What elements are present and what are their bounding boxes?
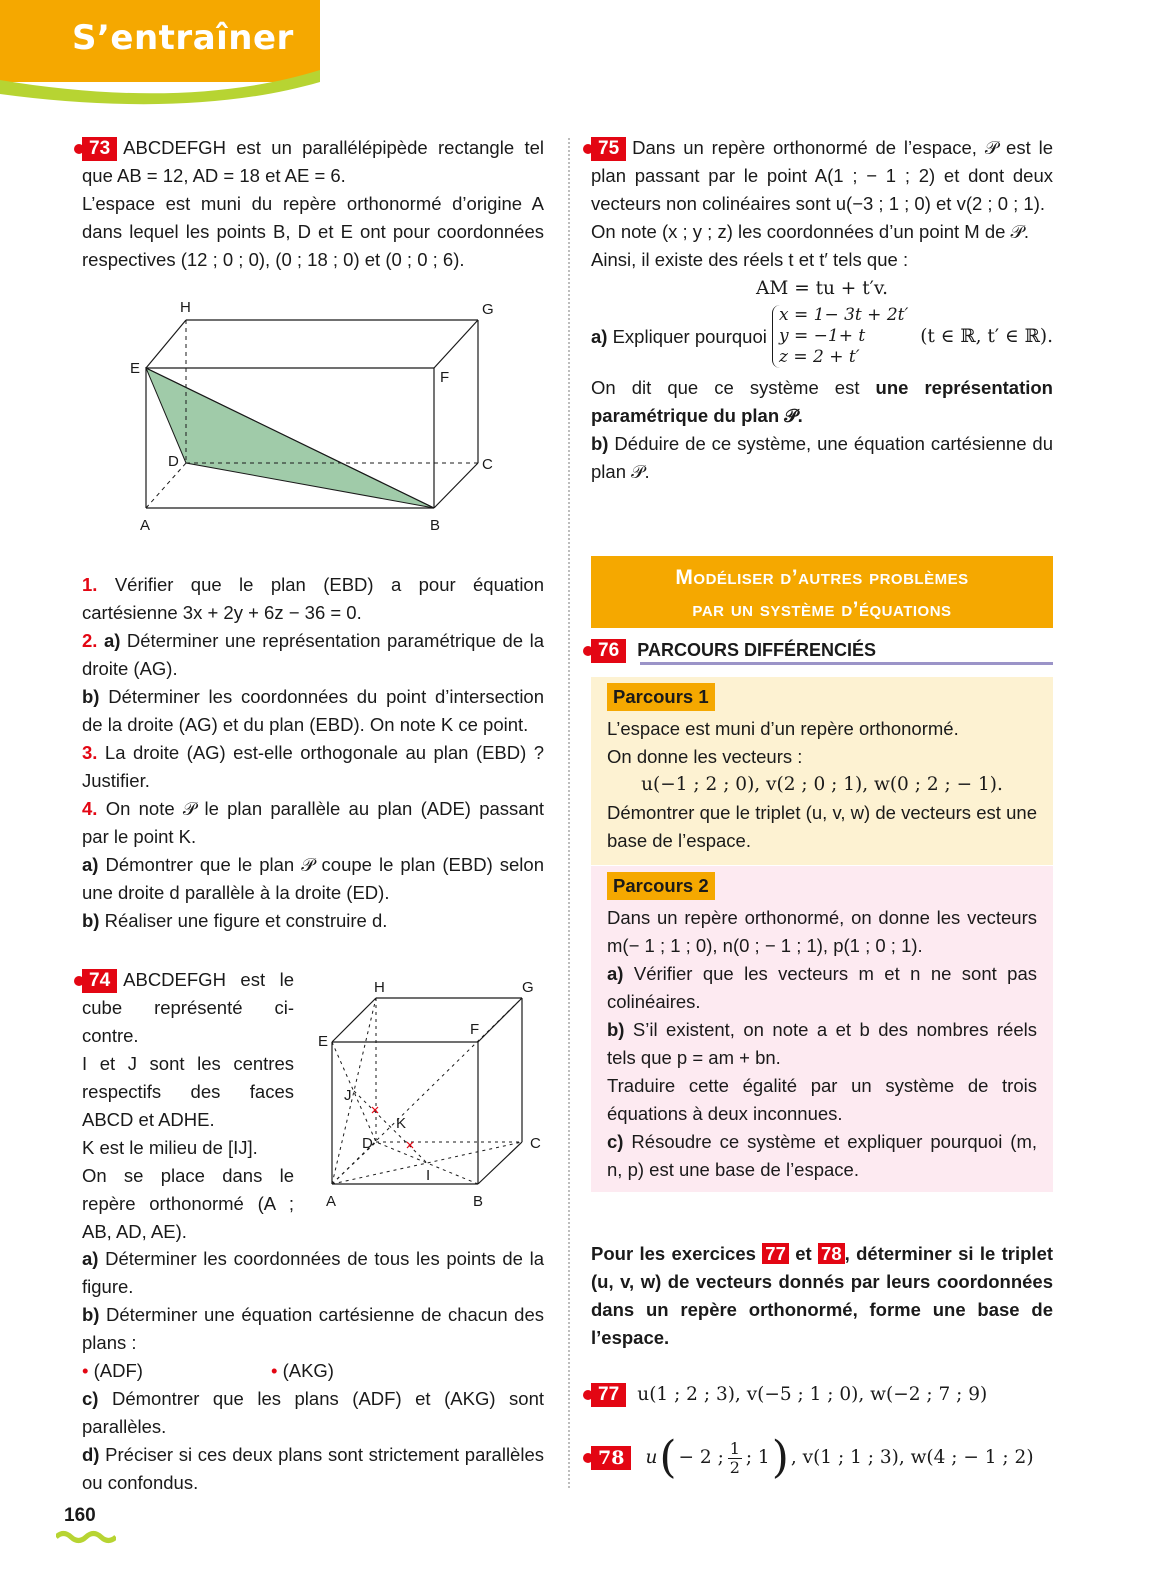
parcours-1-line1: L’espace est muni d’un repère orthonormé. <box>607 718 959 739</box>
ex76-underline <box>640 662 1053 665</box>
ex74-line3: K est le milieu de [IJ]. <box>82 1137 258 1158</box>
left-column <box>82 134 544 274</box>
ex77-number: 77 <box>591 1383 626 1407</box>
ex74-label-d: D <box>362 1135 373 1152</box>
ex73-label-h: H <box>180 299 191 316</box>
ex73-q2b: b) Déterminer les coordonnées du point d’intersection de la droite (AG) et du plan (EBD). On note K ce point. <box>82 686 545 735</box>
ex74-label-i: I <box>426 1167 431 1184</box>
ex74-label-k: K <box>396 1115 407 1132</box>
parcours-2-line2: Traduire cette égalité par un système de trois équations à deux inconnues. <box>607 1075 1037 1124</box>
ex73-intro: 73 ABCDEFGH est un parallélépipède rectangle tel que AB = 12, AD = 18 et AE = 6. <box>82 137 544 186</box>
ex75 <box>591 134 1053 486</box>
ex74-figure <box>312 976 552 1212</box>
ex74-label-g: G <box>522 979 534 996</box>
ex73-label-b: B <box>430 517 441 534</box>
ex74-label-a: A <box>326 1193 337 1210</box>
ex74-label-b: B <box>473 1193 484 1210</box>
ex75-line3: Ainsi, il existe des réels t et t′ tels que : <box>591 249 909 270</box>
parcours-1-vectors: u(−1 ; 2 ; 0), v(2 ; 0 ; 1), w(0 ; 2 ; − 1). <box>641 774 1003 795</box>
ex74-line4: On se place dans le repère orthonormé (A ; AB, AD, AE). <box>82 1165 294 1242</box>
ex75-number: 75 <box>591 137 626 161</box>
parcours-2-line1: Dans un repère orthonormé, on donne les vecteurs m(− 1 ; 1 ; 0), n(0 ; − 1 ; 1), p(1 ; 0 ; 1). <box>607 907 1037 956</box>
ex73-label-c: C <box>482 456 493 473</box>
parcours-2-qa: a) Vérifier que les vecteurs m et n ne sont pas colinéaires. <box>607 963 1037 1012</box>
parcours-1-box <box>591 677 1053 865</box>
parcours-2-box <box>591 866 1053 1192</box>
ex74-label-h: H <box>374 979 385 996</box>
ex75-equation: AM = tu + t′v. <box>756 278 888 299</box>
ex73-q3: 3. La droite (AG) est-elle orthogonale au plan (EBD) ? Justifier. <box>82 742 545 791</box>
ex76-number: 76 <box>591 639 626 663</box>
ex73-q4b: b) Réaliser une figure et construire d. <box>82 910 388 931</box>
ex78-number: 78 <box>591 1446 631 1470</box>
parcours-1-line2: On donne les vecteurs : <box>607 746 803 767</box>
ex73-intro2: L’espace est muni du repère orthonormé d’origine A dans lequel les points B, D et E ont pour coordonnées respectives (12 ; 0 ; 0), (0 ; 18 ; 0) et (0 ; 0 ; 6). <box>82 193 544 270</box>
ex74-qa: a) Déterminer les coordonnées de tous les points de la figure. <box>82 1248 544 1297</box>
page-number: 160 <box>64 1505 96 1526</box>
ex74-number: 74 <box>82 969 117 993</box>
ex78: 78 u ( − 2 ; 1 2 ; 1 ) , v(1 ; 1 ; 3), w(4 ; − 1 ; 2) <box>591 1436 1053 1480</box>
ex75-line4: On dit que ce système est une représentation paramétrique du plan 𝒫. <box>591 377 1053 426</box>
ex74-qc: c) Démontrer que les plans (ADF) et (AKG) sont parallèles. <box>82 1388 545 1437</box>
ex75-qb: b) Déduire de ce système, une équation cartésienne du plan 𝒫. <box>591 433 1053 482</box>
ex74-line1: 74 ABCDEFGH est le cube représenté ci-contre. <box>82 969 294 1046</box>
ex73-figure <box>128 296 508 536</box>
ex74-line2: I et J sont les centres respectifs des faces ABCD et ADHE. <box>82 1053 294 1130</box>
ex73-label-f: F <box>440 369 450 386</box>
ex77-vectors: u(1 ; 2 ; 3), v(−5 ; 1 ; 0), w(−2 ; 7 ; 9) <box>637 1384 988 1405</box>
ex73-q2a: 2. a) Déterminer une représentation paramétrique de la droite (AG). <box>82 630 544 679</box>
parcours-2-qc: c) Résoudre ce système et expliquer pourquoi (m, n, p) est une base de l’espace. <box>607 1131 1037 1180</box>
ex78-fraction: 1 2 <box>729 1438 740 1477</box>
ex73-number: 73 <box>82 137 117 161</box>
ex73-label-d: D <box>168 453 179 470</box>
ex74-label-c: C <box>530 1135 541 1152</box>
ex73-q4: 4. On note 𝒫 le plan parallèle au plan (ADE) passant par le point K. <box>82 798 545 847</box>
ex73-questions <box>82 571 544 935</box>
ex74-label-j: J <box>344 1087 352 1104</box>
ex74-qb: b) Déterminer une équation cartésienne de chacun des plans : <box>82 1304 545 1353</box>
ex74-intro <box>82 966 294 1246</box>
ex74-label-f: F <box>470 1021 480 1038</box>
parcours-1-tag: Parcours 1 <box>607 683 715 711</box>
parcours-2-qb: b) S’il existent, on note a et b des nombres réels tels que p = am + bn. <box>607 1019 1037 1068</box>
ex73-label-g: G <box>482 301 494 318</box>
ex75-qa: a) Expliquer pourquoi x = 1− 3t + 2t′ y = −1+ t z = 2 + t′ (t ∈ ℝ, t′ ∈ ℝ). <box>591 305 1053 367</box>
ref-77: 77 <box>762 1243 789 1264</box>
ex76-title: PARCOURS DIFFÉRENCIÉS <box>637 640 876 660</box>
ex74-planes: • (ADF) • (AKG) <box>82 1360 334 1381</box>
ex74-qd: d) Préciser si ces deux plans sont strictement parallèles ou confondus. <box>82 1444 544 1493</box>
ex74-questions <box>82 1245 544 1497</box>
parcours-2-tag: Parcours 2 <box>607 872 715 900</box>
section-banner: Modéliser d’autres problèmes par un système d’équations <box>591 556 1053 628</box>
ex73-label-e: E <box>130 360 141 377</box>
ex75-system: x = 1− 3t + 2t′ y = −1+ t z = 2 + t′ <box>772 305 908 368</box>
ex74-label-e: E <box>318 1033 329 1050</box>
ex73-q1: 1. Vérifier que le plan (EBD) a pour équation cartésienne 3x + 2y + 6z − 36 = 0. <box>82 574 545 623</box>
ex77 <box>591 1380 1053 1409</box>
ex76-header <box>591 636 1053 664</box>
ex73-label-a: A <box>140 517 151 534</box>
column-divider <box>568 138 570 1488</box>
ref-78: 78 <box>818 1243 845 1264</box>
ex75-line1: 75 Dans un repère orthonormé de l’espace, 𝒫 est le plan passant par le point A(1 ; − 1 ; 2) et dont deux vecteurs non colinéaires sont u(−3 ; 1 ; 0) et v(2 ; 0 ; 1). <box>591 137 1053 214</box>
ex73-q4a: a) Démontrer que le plan 𝒫 coupe le plan (EBD) selon une droite d parallèle à la droite (ED). <box>82 854 544 903</box>
chapter-title: S’entraîner <box>72 18 294 58</box>
ex77-78-intro: Pour les exercices 77 et 78 , déterminer si le triplet (u, v, w) de vecteurs donnés par leurs coordonnées dans un repère orthonormé, forme une base de l’espace. <box>591 1243 1054 1348</box>
parcours-1-line3: Démontrer que le triplet (u, v, w) de vecteurs est une base de l’espace. <box>607 802 1037 851</box>
ex75-line2: On note (x ; y ; z) les coordonnées d’un point M de 𝒫. <box>591 221 1030 242</box>
page-number-wave <box>56 1530 116 1544</box>
